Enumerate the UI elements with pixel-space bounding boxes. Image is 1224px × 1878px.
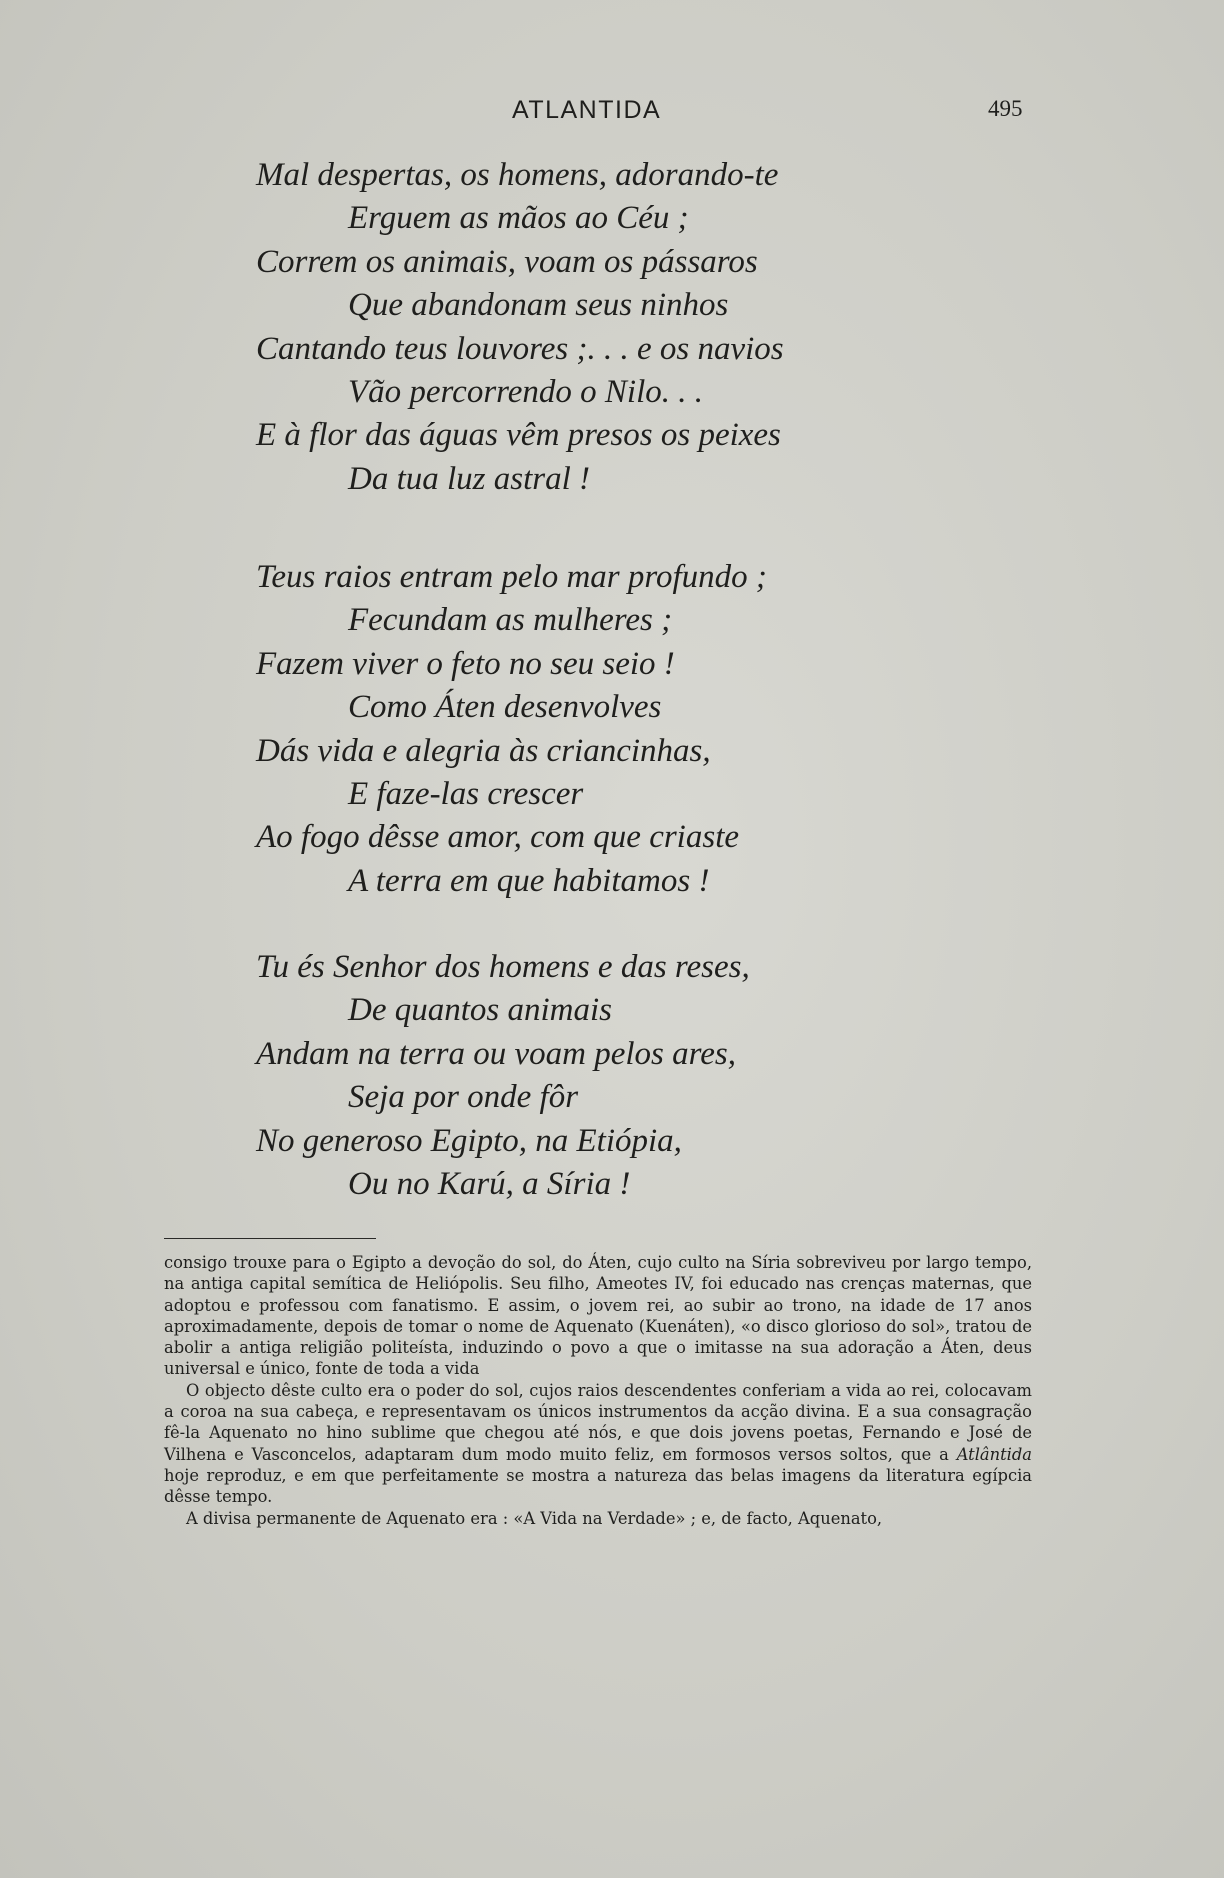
poem-line: Ou no Karú, a Síria ! (348, 1165, 631, 1202)
footnote-paragraph-2 (164, 1380, 1032, 1508)
poem-line: Como Áten desenvolves (348, 689, 662, 726)
running-title: ATLANTIDA (512, 96, 662, 124)
poem-line: Tu és Senhor dos homens e das reses, (256, 949, 750, 985)
poem-line: Que abandonam seus ninhos (348, 287, 729, 324)
footnote-paragraph-2-start: O objecto dêste culto era o poder do sol, cujos raios descendentes conferiam a vida ao rei, colocavam a coroa na sua cabeça, e representavam os únicos instrumentos da acção divina. E a sua consagração fê-la Aquenato no hino sublime que chegou até nós, e que dois jovens poetas, Fernando e José de Vilhena e Vasconcelos, adaptaram dum modo muito feliz, em formosos versos soltos, que a (164, 1380, 1032, 1464)
poem-line: Cantando teus louvores ;. . . e os navios (256, 330, 784, 367)
poem-stanza-1 (256, 154, 784, 501)
poem-line: Fecundam as mulheres ; (348, 602, 673, 639)
poem-line: Vão percorrendo o Nilo. . . (348, 373, 704, 410)
journal-name: Atlântida (956, 1444, 1032, 1464)
footnote (164, 1252, 1032, 1529)
poem-line: A terra em que habitamos ! (348, 862, 710, 899)
poem-line: Andam na terra ou voam pelos ares, (256, 1035, 736, 1072)
footnote-separator (164, 1238, 376, 1239)
footnote-paragraph-2-end: hoje reproduz, e em que perfeitamente se mostra a natureza das belas imagens da literatura egípcia dêsse tempo. (164, 1465, 1032, 1507)
poem-line: Da tua luz astral ! (348, 460, 591, 497)
poem-line: Fazem viver o feto no seu seio ! (256, 645, 675, 682)
poem-line: Seja por onde fôr (348, 1079, 579, 1116)
poem-stanza-2 (256, 556, 767, 903)
footnote-paragraph-1: consigo trouxe para o Egipto a devoção do sol, do Áten, cujo culto na Síria sobreviveu por largo tempo, na antiga capital semítica de Heliópolis. Seu filho, Ameotes IV, foi educado nas crenças maternas, que adoptou e professou com fanatismo. E assim, o jovem rei, ao subir ao trono, na idade de 17 anos aproximadamente, depois de tomar o nome de Aquenato (Kuenáten), «o disco glorioso do sol», tratou de abolir a antiga religião politeísta, induzindo o povo a que o imitasse na sua adoração a Áten, deus universal e único, fonte de toda a vida (164, 1253, 1032, 1379)
poem-line: Dás vida e alegria às criancinhas, (256, 732, 711, 769)
running-head (0, 96, 1224, 126)
poem-line: E à flor das águas vêm presos os peixes (256, 417, 781, 454)
poem-line: Erguem as mãos ao Céu ; (348, 200, 689, 237)
poem-line: Teus raios entram pelo mar profundo ; (256, 559, 767, 595)
poem-line: Correm os animais, voam os pássaros (256, 243, 758, 280)
poem-line: De quantos animais (348, 992, 612, 1029)
poem-line: Ao fogo dêsse amor, com que criaste (256, 819, 740, 856)
poem-line: No generoso Egipto, na Etiópia, (256, 1122, 682, 1159)
poem-line: E faze-las crescer (348, 775, 584, 812)
poem-line: Mal despertas, os homens, adorando-te (256, 157, 779, 193)
page-number: 495 (988, 96, 1023, 121)
footnote-paragraph-3: A divisa permanente de Aquenato era : «A Vida na Verdade» ; e, de facto, Aquenato, (186, 1508, 883, 1528)
poem-stanza-3 (256, 946, 750, 1206)
